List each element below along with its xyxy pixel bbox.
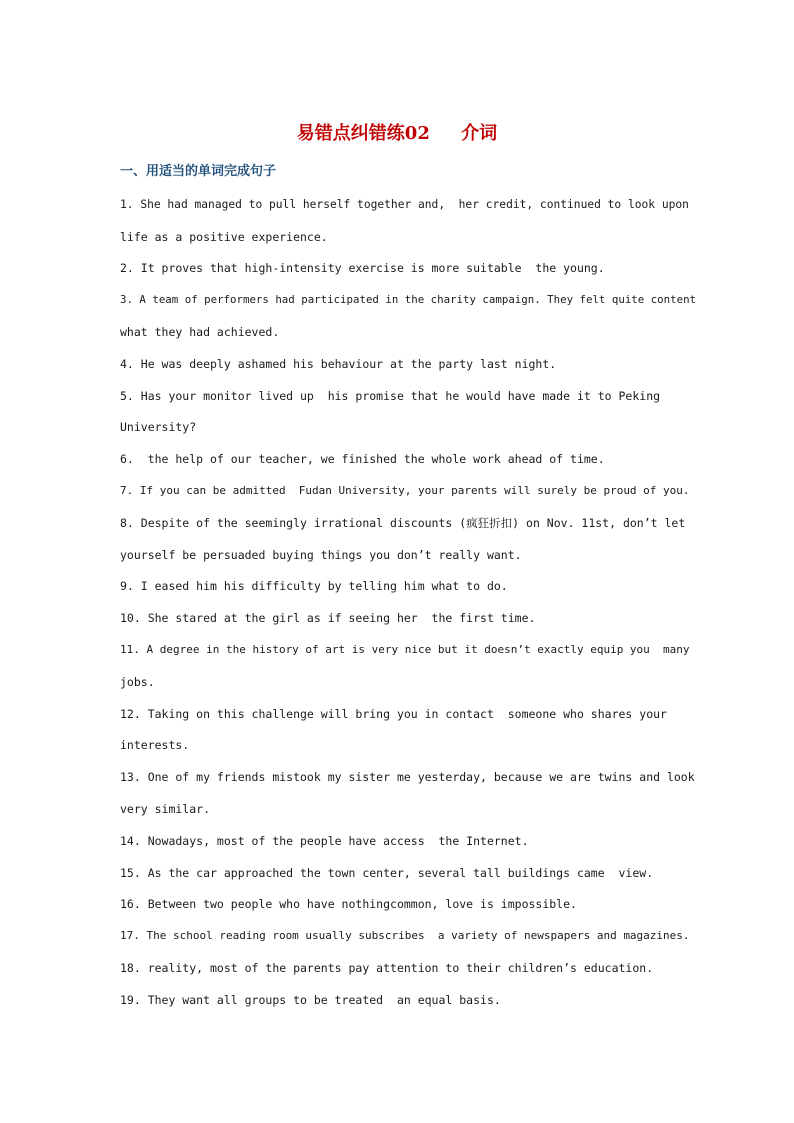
exercise-line: 12. Taking on this challenge will bring you in contact someone who shares your [120, 707, 667, 721]
exercise-line: interests. [120, 738, 190, 752]
page-title: 易错点纠错练02 介词 [296, 123, 498, 144]
exercise-line: 15. As the car approached the town center, several tall buildings came view. [120, 866, 654, 880]
exercise-line: 4. He was deeply ashamed his behaviour at the party last night. [120, 357, 557, 371]
exercise-line: 10. She stared at the girl as if seeing her the first time. [120, 611, 536, 625]
exercise-line: 2. It proves that high-intensity exercise is more suitable the young. [120, 261, 605, 275]
exercise-line: 19. They want all groups to be treated an equal basis. [120, 993, 501, 1007]
exercise-line: 6. the help of our teacher, we finished the whole work ahead of time. [120, 452, 605, 466]
section-heading: 一、用适当的单词完成句子 [120, 164, 277, 179]
exercise-line: University? [120, 420, 197, 434]
exercise-line: 3. A team of performers had participated in the charity campaign. They felt quite content [120, 293, 697, 306]
exercise-line: 9. I eased him his difficulty by telling him what to do. [120, 579, 508, 593]
exercise-line: jobs. [120, 675, 155, 689]
exercise-line: 13. One of my friends mistook my sister me yesterday, because we are twins and look [120, 770, 695, 784]
exercise-line: very similar. [120, 802, 211, 816]
exercise-line: life as a positive experience. [120, 230, 328, 244]
exercise-line: 1. She had managed to pull herself together and, her credit, continued to look upon [120, 198, 689, 211]
exercise-line: yourself be persuaded buying things you don’t really want. [120, 548, 522, 562]
exercise-line: 8. Despite of the seemingly irrational discounts (疯狂折扣) on Nov. 11st, don’t let [120, 516, 686, 530]
exercise-line: 7. If you can be admitted Fudan University, your parents will surely be proud of you. [120, 484, 690, 497]
exercise-line: 5. Has your monitor lived up his promise that he would have made it to Peking [120, 389, 661, 403]
exercise-line: 17. The school reading room usually subscribes a variety of newspapers and magazines. [120, 929, 690, 942]
exercise-line: what they had achieved. [120, 325, 280, 339]
exercise-line: 14. Nowadays, most of the people have access the Internet. [120, 834, 529, 848]
exercise-line: 11. A degree in the history of art is very nice but it doesn’t exactly equip you many [120, 643, 690, 656]
exercise-line: 16. Between two people who have nothingcommon, love is impossible. [120, 897, 577, 911]
exercise-line: 18. reality, most of the parents pay attention to their children’s education. [120, 961, 654, 975]
